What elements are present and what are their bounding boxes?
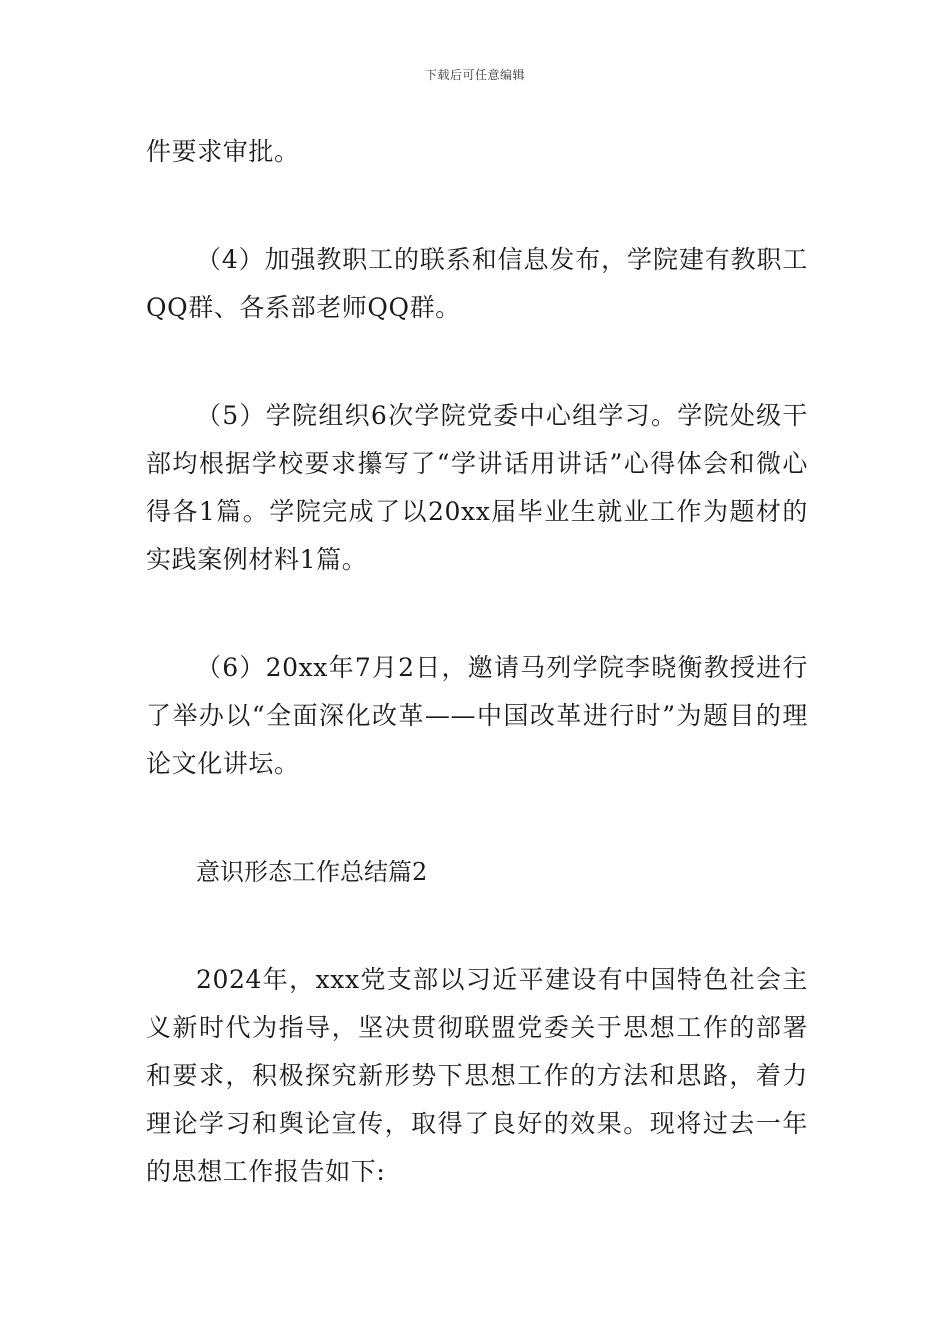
paragraph-item-5: （5）学院组织6次学院党委中心组学习。学院处级干部均根据学校要求攥写了“学讲话用讲话”心得体会和微心得各1篇。学院完成了以20xx届毕业生就业工作为题材的实践案例材料1篇。 [146, 401, 808, 574]
section-heading: 意识形态工作总结篇2 [196, 858, 428, 886]
document-body [146, 128, 808, 1196]
section-body-paragraph: 2024年，xxx党支部以习近平建设有中国特色社会主义新时代为指导，坚决贯彻联盟党委关于思想工作的部署和要求，积极探究新形势下思想工作的方法和思路，着力理论学习和舆论宣传，取得了良好的效果。现将过去一年的思想工作报告如下: [146, 965, 808, 1186]
paragraph-continuation: 件要求审批。 [146, 137, 300, 166]
paragraph-item-6: （6）20xx年7月2日，邀请马列学院李晓衡教授进行了举办以“全面深化改革——中国改革进行时”为题目的理论文化讲坛。 [146, 653, 808, 778]
page-header-note: 下载后可任意编辑 [424, 68, 525, 82]
paragraph-item-4: （4）加强教职工的联系和信息发布，学院建有教职工QQ群、各系部老师QQ群。 [146, 245, 808, 322]
